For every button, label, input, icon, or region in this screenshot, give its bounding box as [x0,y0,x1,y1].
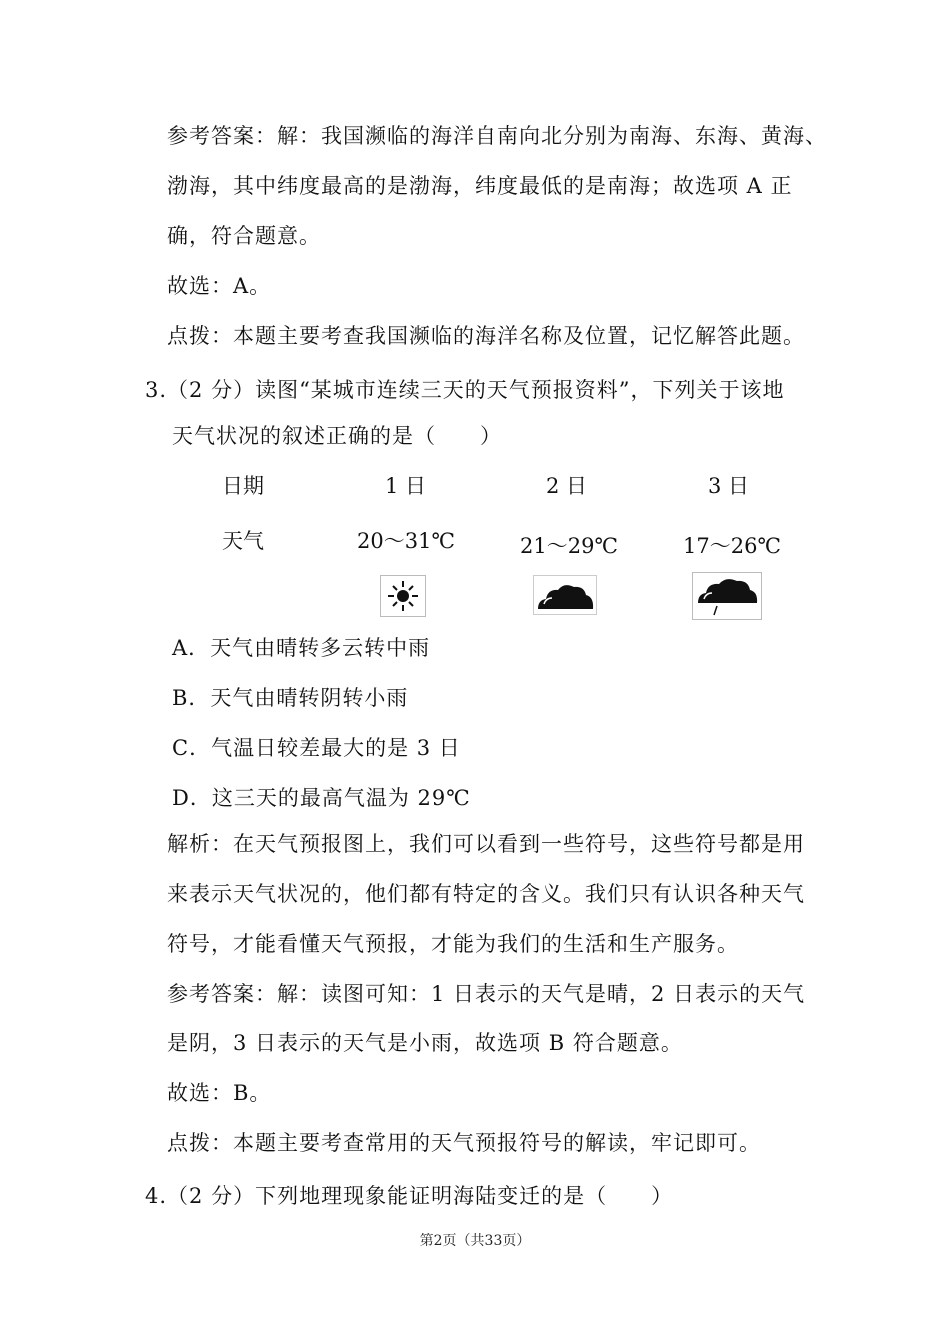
q2-answer-line-1: 参考答案：解：我国濒临的海洋自南向北分别为南海、东海、黄海、 [167,124,827,148]
option-d: D．这三天的最高气温为 29℃ [172,786,471,810]
q3-stem-line-1: 3.（2 分）读图“某城市连续三天的天气预报资料”，下列关于该地 [145,378,785,402]
sunny-icon [380,575,426,617]
q3-choice: 故选：B。 [167,1081,272,1105]
q2-answer-line-3: 确，符合题意。 [167,224,321,248]
q2-tip: 点拨：本题主要考查我国濒临的海洋名称及位置，记忆解答此题。 [167,324,805,348]
q3-analysis-line-1: 解析：在天气预报图上，我们可以看到一些符号，这些符号都是用 [167,832,805,856]
day-1-temp: 20～31℃ [357,529,455,553]
q3-tip: 点拨：本题主要考查常用的天气预报符号的解读，牢记即可。 [167,1131,761,1155]
light-rain-icon [692,572,762,620]
q2-choice: 故选：A。 [167,274,272,298]
q3-analysis-line-3: 符号，才能看懂天气预报，才能为我们的生活和生产服务。 [167,932,739,956]
date-row-label: 日期 [222,474,264,498]
q4-stem-line-1: 4.（2 分）下列地理现象能证明海陆变迁的是（ ） [145,1184,674,1208]
q3-stem-line-2: 天气状况的叙述正确的是（ ） [172,424,502,448]
option-c: C．气温日较差最大的是 3 日 [172,736,461,760]
weather-row-label: 天气 [222,529,264,553]
option-b: B．天气由晴转阴转小雨 [172,686,409,710]
q3-answer-line-2: 是阴，3 日表示的天气是小雨，故选项 B 符合题意。 [167,1031,683,1055]
q3-analysis-line-2: 来表示天气状况的，他们都有特定的含义。我们只有认识各种天气 [167,882,805,906]
day-3-temp: 17～26℃ [683,534,781,558]
q2-answer-line-2: 渤海，其中纬度最高的是渤海，纬度最低的是南海；故选项 A 正 [167,174,793,198]
day-3-date: 3 日 [708,474,750,498]
day-1-date: 1 日 [385,474,427,498]
overcast-icon [533,575,597,615]
q3-answer-line-1: 参考答案：解：读图可知：1 日表示的天气是晴，2 日表示的天气 [167,982,806,1006]
page-number-footer: 第2页（共33页） [419,1233,531,1249]
day-2-temp: 21～29℃ [520,534,618,558]
day-2-date: 2 日 [546,474,588,498]
option-a: A．天气由晴转多云转中雨 [172,636,431,660]
